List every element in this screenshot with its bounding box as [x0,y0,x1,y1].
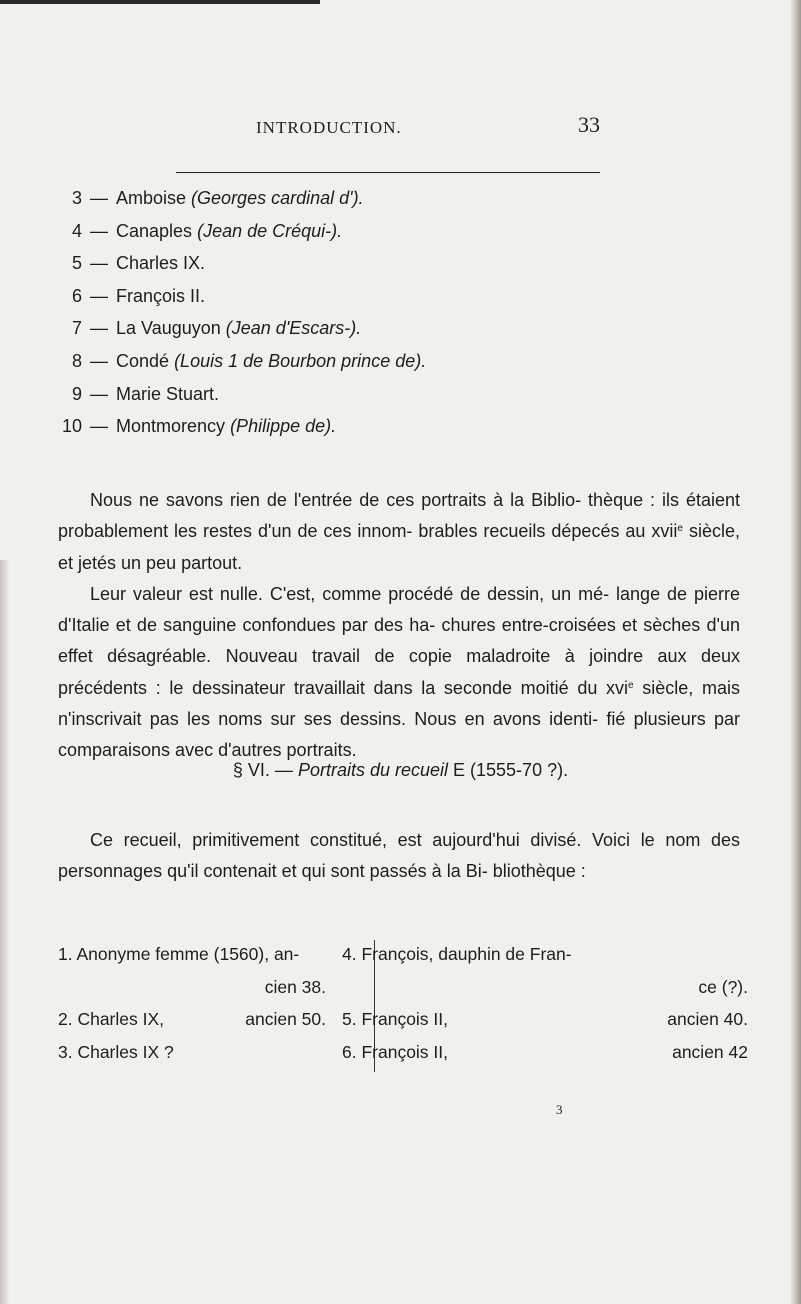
item-name: François II. [116,285,206,306]
page-top-edge [0,0,320,4]
entry-reference: ce (?). [698,976,748,997]
entry-reference: ancien 42 [672,1041,748,1062]
item-number: 5 [71,253,82,274]
section-heading: § VI. — Portraits du recueil E (1555-70 ?). [232,760,569,780]
item-number: 9 [71,383,82,404]
column-entry [58,971,326,1004]
entry-text: 4. François, dauphin de Fran- [342,944,572,964]
item-dash: — [90,285,108,306]
signature-mark: 3 [556,1102,563,1117]
item-name: Amboise [116,188,187,208]
list-item [58,215,758,248]
paragraph-text: Leur valeur est nulle. C'est, comme procédé de dessin, un mé- lange de pierre d'Italie et de sanguine confondues par des ha- chures entre-croisées et sèches d'un effet désagréable. Nouveau travail de copie maladroite à joindre aux deux précédents : le dessinateur travaillait dans la seconde moitié du xvi$^e$ siècle, mais n'inscrivait pas les noms sur ses dessins. Nous en avons identi- fié plusieurs par comparaisons avec d'autres portraits. [58,583,741,761]
item-name: Marie Stuart. [116,383,220,404]
entry-text: 3. Charles IX ? [58,1041,174,1062]
list-item [58,182,758,215]
item-dash: — [90,253,108,274]
entry-reference: cien 38. [264,976,326,997]
right-column [342,938,748,1068]
item-dash: — [90,383,108,404]
column-entry [342,971,748,1004]
list-item [58,345,758,378]
item-number: 6 [71,285,82,306]
column-entry [58,938,326,971]
paragraph-recueil [58,825,740,888]
item-name: Charles IX. [116,253,206,274]
item-note: (Georges cardinal d'). [191,188,364,208]
entry-reference: ancien 50. [245,1009,326,1029]
column-entry [58,1036,326,1069]
item-number: 3 [71,188,82,208]
entry-text: 2. Charles IX, [58,1009,165,1029]
paragraph-provenance [58,485,740,767]
item-dash: — [90,416,108,437]
item-dash: — [90,220,108,241]
item-note: (Louis 1 de Bourbon prince de). [174,350,427,371]
list-item [58,247,758,280]
paragraph-text: Nous ne savons rien de l'entrée de ces portraits à la Biblio- thèque : ils étaient probablement les restes d'un de ces innom- brables recueils dépecés au xvii$^e$ siècle, et jetés un peu partout. [58,490,740,573]
header-rule [176,172,600,173]
page-header [180,112,600,148]
item-name: Montmorency [116,416,226,437]
item-dash: — [90,350,108,371]
item-number: 4 [71,220,82,241]
item-name: Canaples [116,220,193,241]
item-dash: — [90,188,108,208]
item-note: (Jean de Créqui-). [197,220,343,241]
item-note: (Philippe de). [230,416,337,437]
running-head: INTRODUCTION. [256,118,402,137]
item-note: (Jean d'Escars-). [225,318,362,339]
item-name: La Vauguyon [116,318,221,339]
page-binding-edge [791,0,801,1304]
item-name: Condé [116,350,170,371]
item-number: 8 [71,350,82,371]
entry-text: 6. François II, [342,1041,449,1062]
item-dash: — [90,318,108,339]
page-number: 33 [578,112,600,137]
page-left-shadow [0,560,10,1304]
item-number: 7 [71,318,82,339]
column-entry [342,1036,748,1069]
entry-text: 1. Anonyme femme (1560), an- [58,944,300,964]
portrait-list [58,182,758,443]
item-number: 10 [61,416,82,437]
entry-reference: ancien 40. [667,1009,748,1029]
column-entry [342,938,748,971]
list-item [58,312,758,345]
list-item [58,410,758,443]
left-column [58,938,326,1068]
column-entry [58,1003,326,1036]
list-item [58,378,758,411]
column-entry [342,1003,748,1036]
paragraph-text: Ce recueil, primitivement constitué, est aujourd'hui divisé. Voici le nom des personnages qu'il contenait et qui sont passés à la Bi- bliothèque : [58,830,740,882]
entry-text: 5. François II, [342,1009,449,1029]
list-item [58,280,758,313]
